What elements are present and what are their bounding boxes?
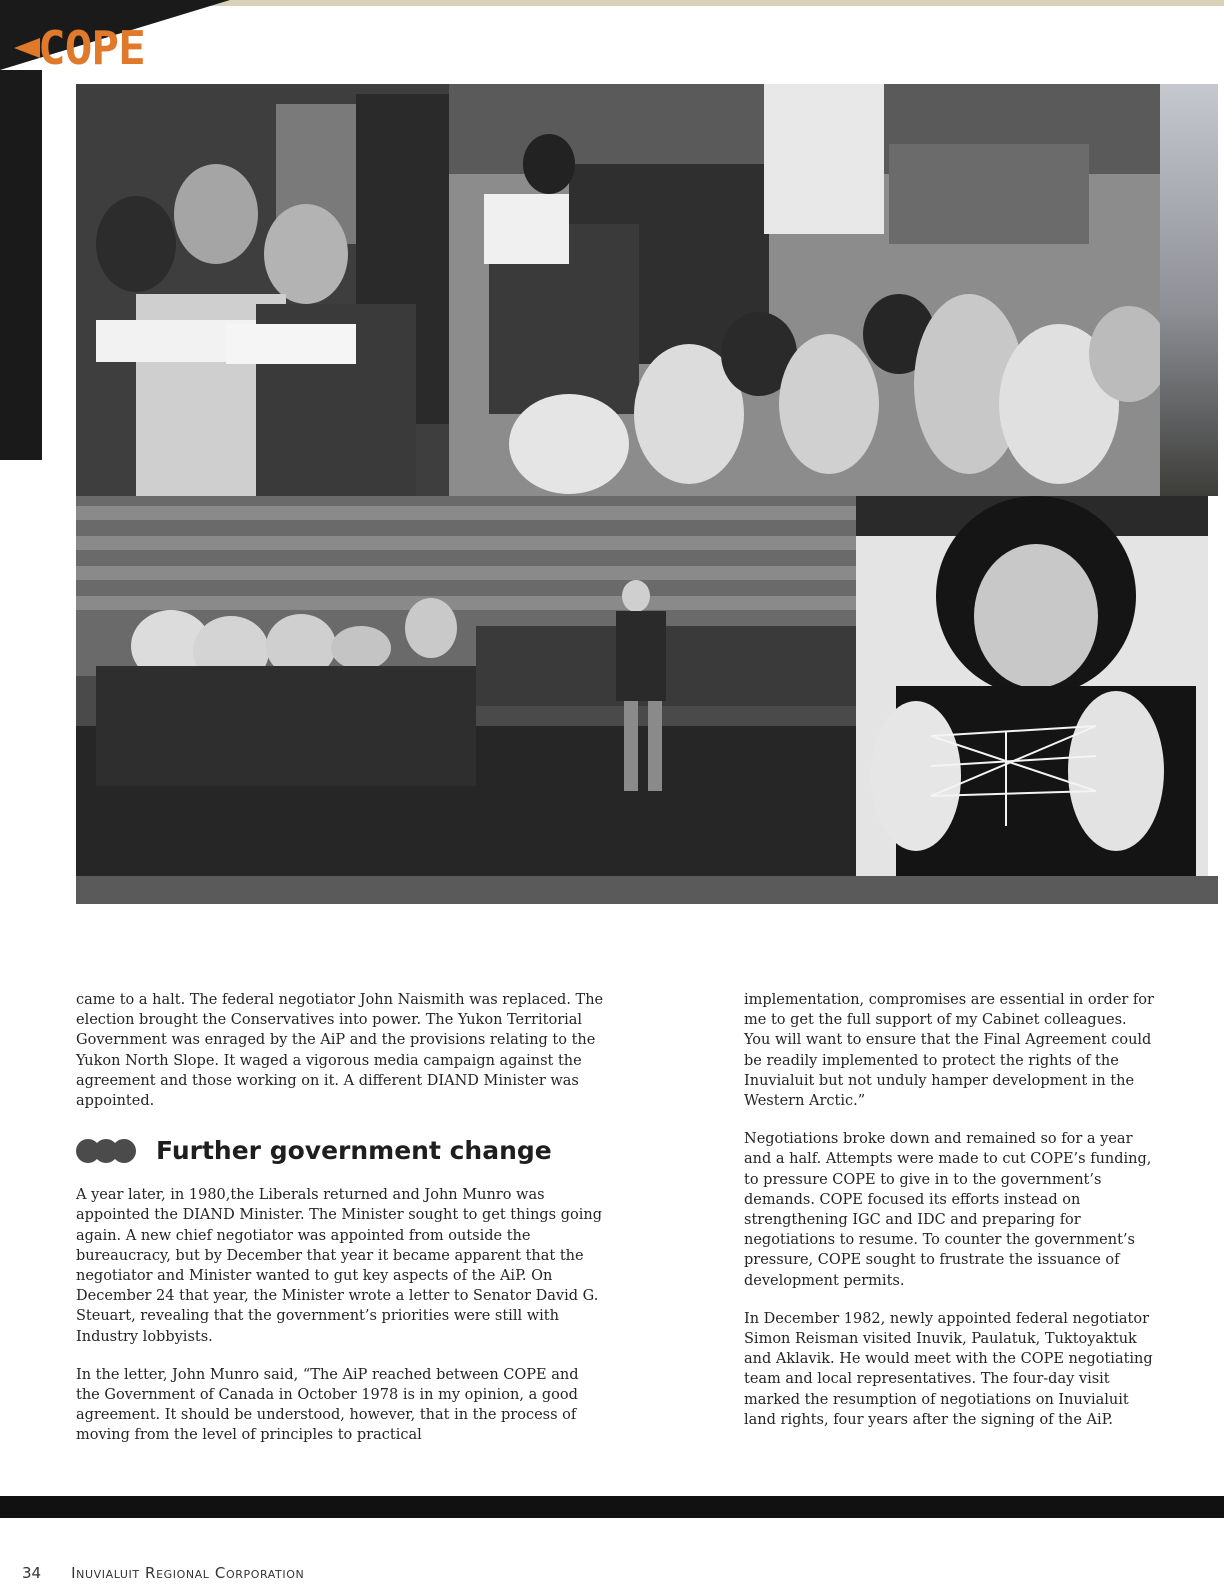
three-dots-icon bbox=[76, 1139, 130, 1163]
left-paragraph-1: came to a halt. The federal negotiator John Naismith was replaced. The election brought the Conservatives into power. The Yukon Territorial Government was enraged by the AiP and the provisions relating to the Yukon North Slope. It waged a vigorous media campaign against the agreement and those working on it. A different DIAND Minister was appointed. bbox=[76, 992, 604, 1110]
left-text-column bbox=[76, 990, 606, 1464]
page-footer bbox=[22, 1564, 304, 1582]
right-paragraph-3: In December 1982, newly appointed federal negotiator Simon Reisman visited Inuvik, Paulatuk, Tuktoyaktuk and Aklavik. He would meet with the COPE negotiating team and local representatives. The four-day visit marked the resumption of negotiations on Inuvialuit land rights, four years after the signing of the AiP. bbox=[744, 1310, 1153, 1428]
edge-landscape-strip bbox=[1160, 84, 1218, 496]
photo-bottom-strip bbox=[76, 876, 1218, 904]
teacher-reading-to-children-photo bbox=[449, 84, 1160, 496]
bottom-black-bar bbox=[0, 1496, 1224, 1518]
section-heading bbox=[76, 1136, 606, 1166]
drum-dance-photo bbox=[76, 496, 856, 876]
logo-text: COPE bbox=[38, 21, 145, 75]
logo-arrow-icon bbox=[14, 38, 40, 58]
left-black-bar bbox=[0, 70, 42, 460]
string-game-photo bbox=[856, 496, 1208, 876]
cope-logo bbox=[14, 20, 145, 76]
publication-title: Inuvialuit Regional Corporation bbox=[71, 1564, 305, 1582]
right-paragraph-2: Negotiations broke down and remained so for a year and a half. Attempts were made to cut COPE’s funding, to pressure COPE to give in to the government’s demands. COPE focused its efforts instead on strengthening IGC and IDC and preparing for negotiations to resume. To counter the government’s pressure, COPE sought to frustrate the issuance of development permits. bbox=[744, 1131, 1152, 1289]
right-paragraph-1: implementation, compromises are essential in order for me to get the full support of my Cabinet colleagues. You will want to ensure that the Final Agreement could be readily implemented to protect the rights of the Inuvialuit but not unduly hamper development in the Western Arctic.” bbox=[744, 992, 1154, 1110]
students-holding-cards-photo bbox=[76, 84, 449, 496]
page-number: 34 bbox=[22, 1564, 42, 1582]
right-text-column bbox=[744, 990, 1156, 1448]
left-paragraph-2: A year later, in 1980,the Liberals returned and John Munro was appointed the DIAND Minister. The Minister sought to get things going again. A new chief negotiator was appointed from outside the bureaucracy, but by December that year it became apparent that the negotiator and Minister wanted to gut key aspects of the AiP. On December 24 that year, the Minister wrote a letter to Senator David G. Steuart, revealing that the government’s priorities were still with Industry lobbyists. bbox=[76, 1187, 603, 1345]
left-paragraph-3: In the letter, John Munro said, “The AiP reached between COPE and the Government of Canada in October 1978 is in my opinion, a good agreement. It should be understood, however, that in the process of moving from the level of principles to practical bbox=[76, 1366, 579, 1444]
section-title: Further government change bbox=[156, 1136, 552, 1166]
